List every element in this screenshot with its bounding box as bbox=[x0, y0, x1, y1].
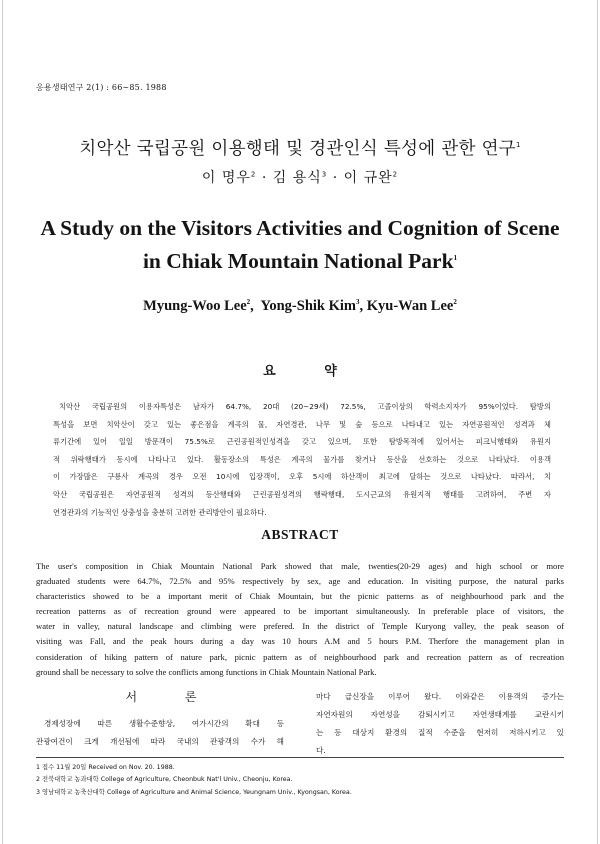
introduction-line: 자연자원의 자연성을 감퇴시키고 자연생태계를 교란시키 bbox=[316, 710, 564, 719]
introduction-line: 다. bbox=[316, 746, 326, 755]
summary-line: 특성을 보면 치악산이 갖고 있는 좋은점을 계곡의 물, 자연경관, 나무 및 숲 등으로 나타내고 있는 자연공원적인 성격과 체 bbox=[53, 419, 551, 429]
author-ko-3-mark: 2 bbox=[392, 170, 399, 179]
title-english-line-1: A Study on the Visitors Activities and Cognition of Scene bbox=[40, 216, 560, 240]
author-ko-1: 이 명우 bbox=[201, 170, 251, 186]
introduction-line: 는 등 대상지 환경의 질적 수준을 현저히 저하시키고 있 bbox=[316, 728, 564, 737]
author-separator: , bbox=[250, 298, 261, 314]
abstract-line: ground shall be necessary to solve the conflicts among functions in Chiak Mountain National Park. bbox=[36, 666, 377, 677]
author-en-3-mark: 2 bbox=[453, 298, 457, 307]
author-en-1: Myung-Woo Lee bbox=[143, 298, 247, 314]
title-korean-footnote-mark: 1 bbox=[516, 141, 521, 150]
author-ko-3: 이 규완 bbox=[343, 170, 393, 186]
summary-line: 악산 국립공원은 자연공원적 성격의 등산행태와 근린공원성격의 행락행태, 도시근교의 유원지적 행태를 고려하여, 주변 자 bbox=[53, 489, 551, 499]
introduction-line: 경제성장에 따른 생활수준향상, 여가시간의 확대 등 bbox=[44, 719, 284, 728]
authors-english bbox=[0, 298, 600, 315]
introduction-right-column bbox=[316, 688, 564, 760]
abstract-line: recreation patterns as of recreation ground were appeared to be important simultaneously. In preferable place of visitors, the bbox=[36, 606, 564, 617]
author-ko-2: 김 용식 bbox=[272, 170, 322, 186]
authors-korean bbox=[0, 167, 600, 187]
summary-line: 치악산 국립공원의 이용자특성은 남자가 64.7%, 20대 (20∼29세) 72.5%, 고졸이상의 학력소지자가 95%이었다. 탐방의 bbox=[59, 402, 551, 411]
footnote-divider bbox=[36, 757, 564, 758]
author-en-2: Yong-Shik Kim bbox=[260, 298, 356, 314]
abstract-line: water in valley, natural landscape and climbing were prefered. In the district of Temple Kuryong valley, the peak season of bbox=[36, 621, 564, 632]
abstract-line: consideration of hiking pattern of nature park, picnic pattern as of neighbourhood park and recreation pattern as of recreation bbox=[36, 651, 564, 662]
abstract-line: graduated students were 64.7%, 72.5% and 95% respectively by sex, age and education. In visiting purpose, the natural parks bbox=[36, 576, 564, 587]
title-english-line-2-wrap bbox=[0, 245, 600, 278]
summary-line: 연경관과의 기능적인 상충성을 충분히 고려한 관리방안이 필요하다. bbox=[53, 507, 267, 517]
title-english-line-2: in Chiak Mountain National Park bbox=[142, 249, 454, 273]
footnote-1: 1 접수 11월 20일 Received on Nov. 20. 1988. bbox=[36, 764, 175, 771]
author-en-1-mark: 2 bbox=[246, 298, 251, 307]
introduction-heading: 서 론 bbox=[125, 690, 219, 704]
abstract-heading: ABSTRACT bbox=[261, 527, 339, 542]
abstract-line: characteristics showed to be a important merit of Chiak Mountain, but the picnic patterns as of neighbourhood park and the bbox=[36, 591, 564, 602]
author-separator: , bbox=[359, 298, 367, 314]
title-english bbox=[0, 212, 600, 278]
summary-line: 류기간에 있어 일일 방문객이 75.5%로 근린공원적인성격을 갖고 있으며, 또한 탐방목적에 있어서는 피크닉행태와 유원지 bbox=[53, 437, 551, 447]
abstract-body bbox=[36, 559, 564, 680]
title-korean bbox=[0, 135, 600, 160]
summary-line: 적 위락행태가 동시에 나타나고 있다. 활동장소의 특성은 계곡의 물가를 찾거나 등산을 선호하는 것으로 나타났다. 이용객 bbox=[53, 454, 551, 464]
summary-heading-korean: 요 약 bbox=[263, 364, 359, 379]
introduction-line: 마다 급신장을 이루어 왔다. 이와같은 이용객의 증가는 bbox=[316, 692, 564, 701]
footnote-2: 2 전북대학교 농과대학 College of Agriculture, Cheonbuk Nat'l Univ., Cheonju, Korea. bbox=[36, 776, 293, 784]
footnotes bbox=[36, 762, 564, 799]
author-ko-1-mark: 2 bbox=[250, 170, 257, 179]
summary-line: 이 가장많은 구룡사 계곡의 경우 오전 10시에 입장객이, 오후 5시에 하산객이 최고에 달하는 것으로 나타났다. 따라서, 치 bbox=[53, 472, 551, 482]
summary-body-korean bbox=[53, 398, 551, 521]
author-en-3: Kyu-Wan Lee bbox=[366, 298, 454, 314]
abstract-line: visiting was Fall, and the peak hours during a day was 10 hours A.M and 5 hours P.M. Therfore the management plan in bbox=[36, 636, 564, 647]
introduction-line: 관광여건이 크게 개선됨에 따라 국내의 관광객의 수가 해 bbox=[36, 737, 284, 746]
running-head: 응용생태연구 2(1) : 66∼85. 1988 bbox=[36, 83, 167, 92]
author-en-2-mark: 3 bbox=[356, 298, 360, 307]
author-separator: · bbox=[256, 170, 273, 186]
author-separator: · bbox=[327, 170, 344, 186]
abstract-line: The user's composition in Chiak Mountain National Park showed that male, twenties(20-29 ages) and high school or more bbox=[36, 561, 564, 571]
author-ko-2-mark: 3 bbox=[321, 170, 328, 179]
footnote-3: 3 영남대학교 농축산대학 College of Agriculture and Animal Science, Yeungnam Univ., Kyongsan, Korea. bbox=[36, 788, 352, 796]
introduction-left-column bbox=[36, 715, 284, 751]
title-korean-text: 치악산 국립공원 이용행태 및 경관인식 특성에 관한 연구 bbox=[79, 139, 516, 159]
title-english-footnote-mark: 1 bbox=[453, 253, 458, 262]
